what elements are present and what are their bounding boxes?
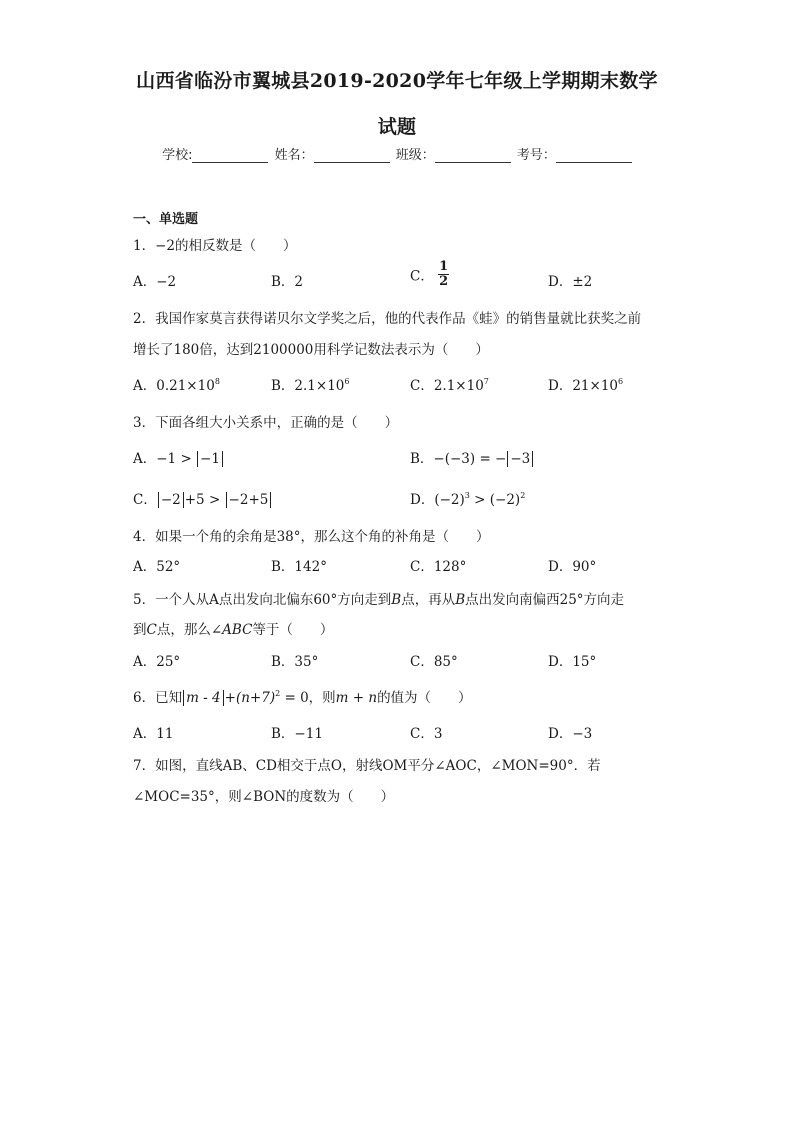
squared-term: +(n+7)	[224, 690, 276, 706]
question-7-line2: ∠MOC=35°，则∠BON的度数为（ ）	[133, 789, 395, 805]
option-c-middle: +5 >	[184, 492, 225, 508]
option-d[interactable]: D．±2	[548, 274, 593, 290]
question-4	[133, 525, 490, 545]
question-4-options	[133, 555, 693, 575]
question-3-options-row1	[133, 447, 693, 467]
question-2-line2: 增长了180倍，达到2100000用科学记数法表示为（ ）	[133, 342, 489, 358]
option-d[interactable]: D．90°	[548, 559, 597, 575]
option-b[interactable]: B．−11	[271, 726, 323, 742]
exponent: 7	[483, 377, 489, 386]
option-b[interactable]: B．142°	[271, 559, 327, 575]
option-a[interactable]	[133, 374, 220, 394]
question-text: 点出发向南偏西25°方向走	[465, 592, 625, 608]
option-d[interactable]: D．−3	[548, 726, 593, 742]
exponent: 2	[275, 689, 281, 698]
school-label: 学校:	[162, 148, 193, 163]
question-text: 一个人从A点出发向北偏东60°方向走到	[155, 592, 392, 608]
option-c[interactable]	[410, 260, 449, 289]
option-a[interactable]: A．52°	[133, 559, 181, 575]
exponent: 6	[344, 377, 350, 386]
option-c[interactable]: C．85°	[410, 654, 458, 670]
option-d[interactable]	[548, 374, 623, 394]
name-label: 姓名：	[274, 148, 314, 163]
option-b[interactable]	[410, 447, 534, 467]
question-7-line1	[133, 754, 601, 774]
expression: m + n	[335, 690, 378, 706]
option-a-text: A．−1 >	[133, 451, 197, 467]
exponent: 6	[618, 377, 624, 386]
option-d-text: D．(−2)	[410, 492, 465, 508]
option-a[interactable]: A．−2	[133, 274, 177, 290]
question-5-line2	[133, 618, 333, 638]
option-c[interactable]	[410, 374, 489, 394]
question-text: 等于（ ）	[252, 622, 334, 638]
question-text: 点，再从	[401, 592, 456, 608]
option-d[interactable]: D．15°	[548, 654, 597, 670]
section-heading: 一、单选题	[133, 212, 199, 227]
question-2-options	[133, 374, 693, 394]
question-text: 我国作家莫言获得诺贝尔文学奖之后，他的代表作品《蛙》的销售量就比获奖之前	[155, 311, 642, 327]
question-text: 到	[133, 622, 147, 638]
question-number: 7．	[133, 758, 156, 774]
question-3-options-row2	[133, 488, 693, 508]
question-text: 下面各组大小关系中，正确的是（ ）	[155, 415, 399, 431]
absolute-value: m - 4	[183, 690, 224, 706]
fraction	[438, 260, 449, 289]
option-b-text: B．2.1×10	[271, 378, 345, 394]
question-5-options	[133, 650, 693, 670]
question-6-options	[133, 722, 693, 742]
question-1-options	[133, 259, 693, 290]
exponent: 2	[520, 491, 526, 500]
option-d-middle: > (−2)	[469, 492, 521, 508]
question-number: 3．	[133, 415, 156, 431]
option-c-text: C．	[133, 492, 157, 508]
fraction-denominator: 2	[439, 274, 449, 289]
question-text: −2的相反数是（ ）	[155, 238, 297, 254]
point-label: B	[391, 592, 402, 608]
option-c[interactable]: C．128°	[410, 559, 467, 575]
question-text: 如图，直线AB、CD相交于点O，射线OM平分∠AOC，∠MON=90°．若	[155, 758, 601, 774]
absolute-value: −1	[197, 451, 223, 467]
question-number: 1．	[133, 238, 156, 254]
question-text: 点，那么∠	[156, 622, 223, 638]
fraction-numerator: 1	[439, 259, 449, 274]
point-label: C	[146, 622, 157, 638]
question-number: 2．	[133, 311, 156, 327]
absolute-value: −2	[158, 492, 184, 508]
angle-label: ABC	[222, 622, 253, 638]
option-c[interactable]: C．3	[410, 726, 443, 742]
option-a[interactable]	[133, 447, 224, 467]
point-label: B	[455, 592, 466, 608]
question-2-line1	[133, 307, 641, 327]
exam-no-blank[interactable]	[556, 148, 632, 163]
student-info-line	[0, 144, 794, 163]
document-title-line2: 试题	[377, 116, 417, 138]
exponent: 3	[464, 491, 470, 500]
exponent: 8	[214, 377, 220, 386]
question-text: 的值为（ ）	[377, 690, 472, 706]
option-a[interactable]: A．25°	[133, 654, 181, 670]
option-d-text: D．21×10	[548, 378, 618, 394]
option-a-text: A．0.21×10	[133, 378, 215, 394]
option-a[interactable]: A．11	[133, 726, 174, 742]
absolute-value: −3	[507, 451, 533, 467]
class-label: 班级：	[395, 148, 435, 163]
class-blank[interactable]	[435, 148, 511, 163]
option-b-text: B．−(−3) = −	[410, 451, 507, 467]
option-b[interactable]	[271, 374, 349, 394]
option-c-text: C．2.1×10	[410, 378, 484, 394]
question-number: 6．	[133, 690, 156, 706]
question-number: 5．	[133, 592, 156, 608]
document-title-line1: 山西省临汾市翼城县2019-2020学年七年级上学期期末数学	[136, 70, 658, 92]
question-5-line1	[133, 588, 624, 608]
question-text: 如果一个角的余角是38°，那么这个角的补角是（ ）	[155, 529, 490, 545]
question-1	[133, 234, 297, 254]
option-c[interactable]	[133, 488, 272, 508]
option-b[interactable]: B．35°	[271, 654, 319, 670]
exam-no-label: 考号：	[516, 148, 556, 163]
school-blank[interactable]	[192, 148, 268, 163]
question-6	[133, 686, 472, 706]
option-c-label: C．	[410, 268, 434, 285]
option-d[interactable]	[410, 488, 525, 508]
option-b[interactable]: B．2	[271, 274, 304, 290]
question-3	[133, 411, 398, 431]
name-blank[interactable]	[314, 148, 390, 163]
question-text: 已知	[155, 690, 183, 706]
question-text: = 0，则	[280, 690, 336, 706]
absolute-value: −2+5	[226, 492, 272, 508]
question-number: 4．	[133, 529, 156, 545]
